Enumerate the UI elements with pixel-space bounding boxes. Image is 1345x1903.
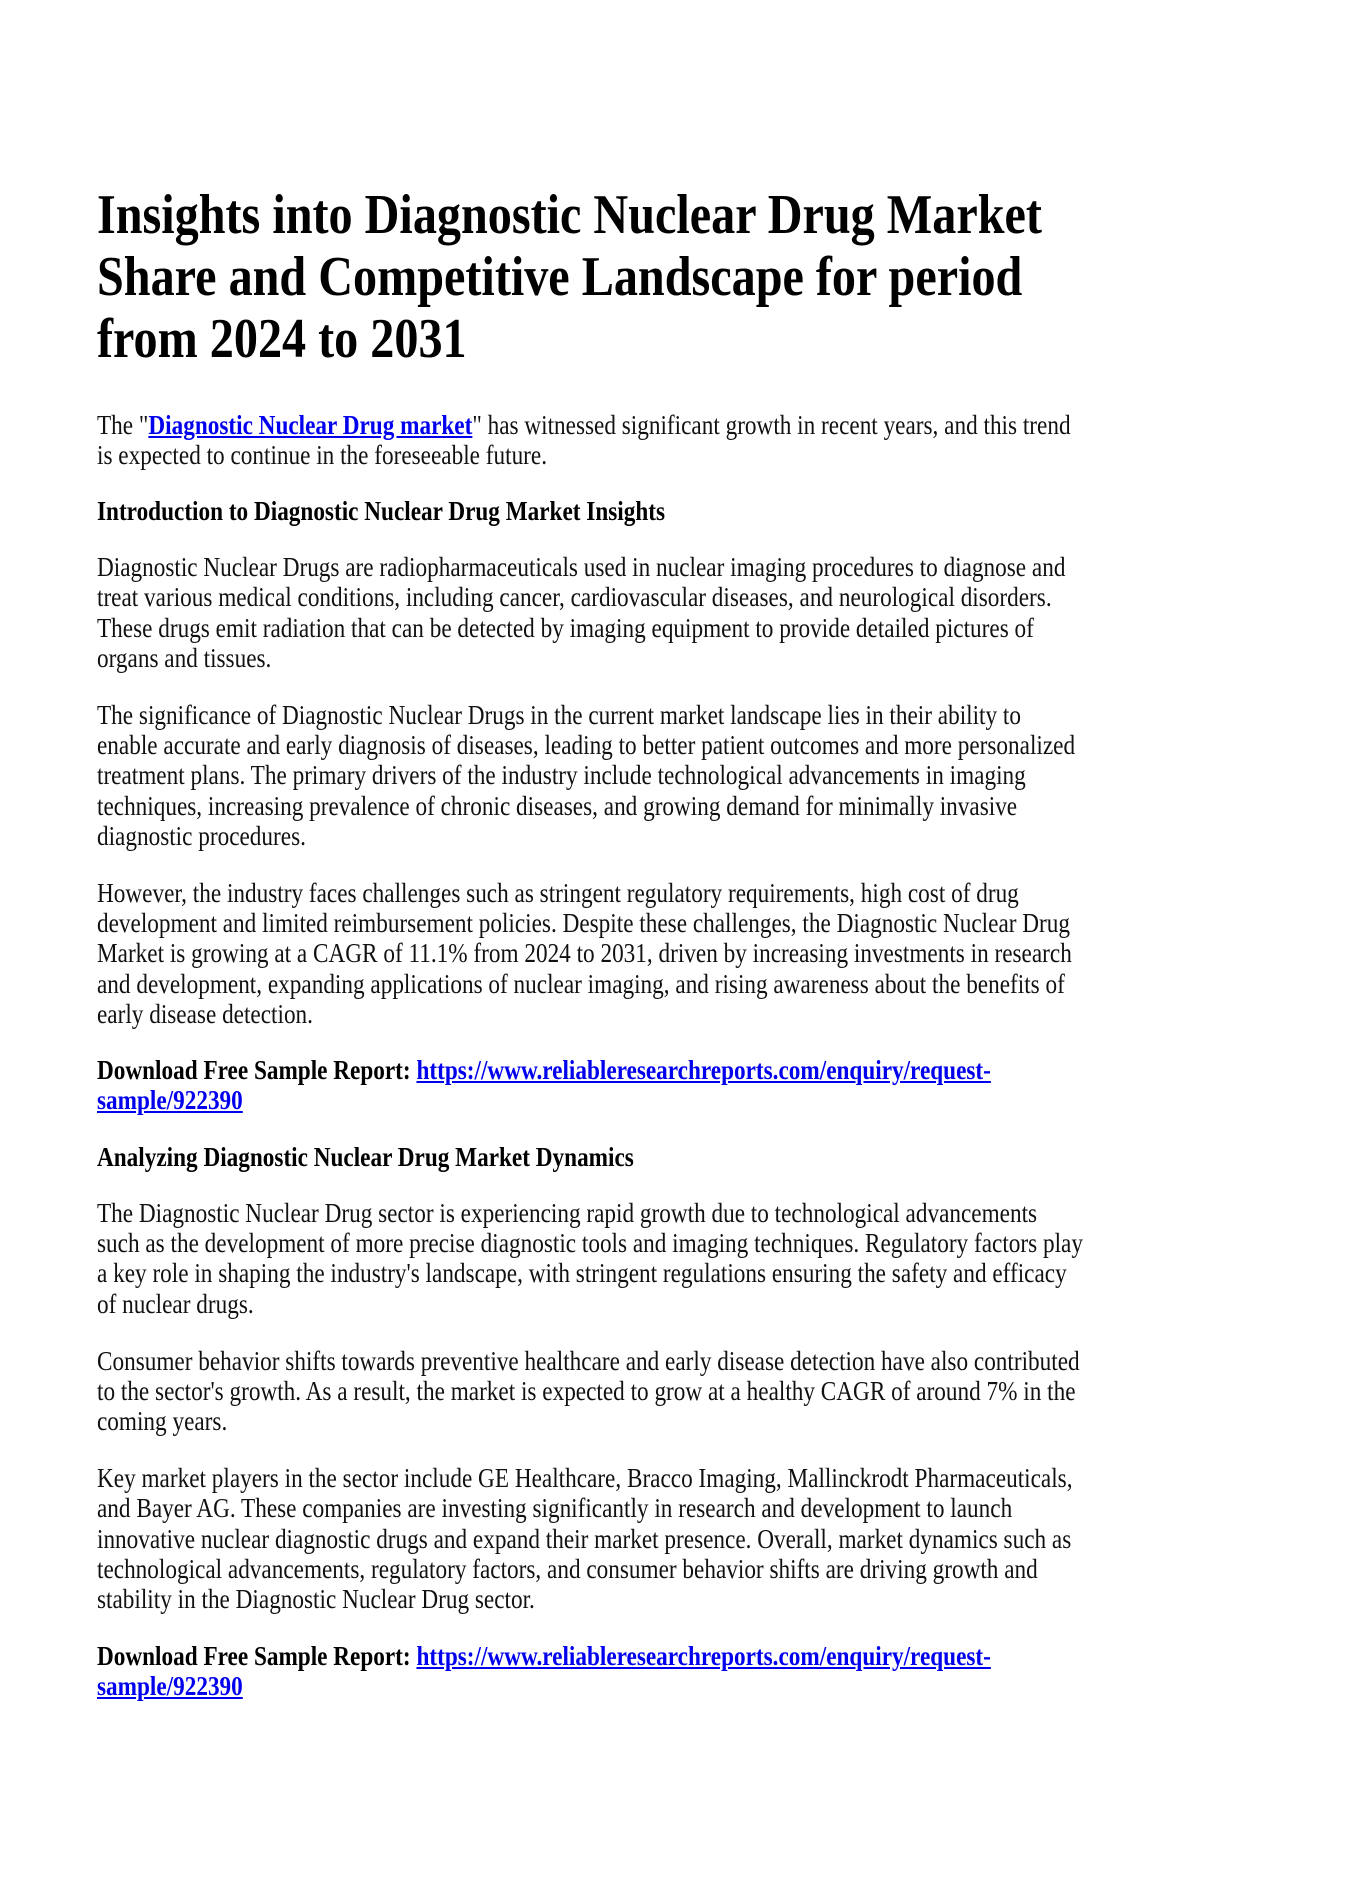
text-line: coming years. xyxy=(97,1406,228,1436)
sample-report-link[interactable]: https://www.reliableresearchreports.com/enquiry/request- xyxy=(416,1055,991,1085)
text-line: development and limited reimbursement policies. Despite these challenges, the Diagnostic Nuclear Drug xyxy=(97,908,1071,938)
text-line: These drugs emit radiation that can be detected by imaging equipment to provide detailed pictures of xyxy=(97,613,1034,643)
text-line: The Diagnostic Nuclear Drug sector is experiencing rapid growth due to technological advancements xyxy=(97,1198,1038,1228)
intro-line-1 xyxy=(97,410,1071,440)
section-heading-dynamics: Analyzing Diagnostic Nuclear Drug Market Dynamics xyxy=(97,1142,634,1172)
text-line: techniques, increasing prevalence of chronic diseases, and growing demand for minimally invasive xyxy=(97,791,1018,821)
sample-report-link-cont[interactable]: sample/922390 xyxy=(97,1085,243,1115)
text-line: treat various medical conditions, including cancer, cardiovascular diseases, and neurological disorders. xyxy=(97,582,1052,612)
text-line: innovative nuclear diagnostic drugs and expand their market presence. Overall, market dynamics such as xyxy=(97,1524,1072,1554)
text-line: The significance of Diagnostic Nuclear Drugs in the current market landscape lies in their ability to xyxy=(97,700,1021,730)
download-label: Download Free Sample Report: xyxy=(97,1055,417,1085)
text-line: to the sector's growth. As a result, the market is expected to grow at a healthy CAGR of around 7% in the xyxy=(97,1376,1076,1406)
text-line: and Bayer AG. These companies are investing significantly in research and development to launch xyxy=(97,1493,1013,1523)
download-label: Download Free Sample Report: xyxy=(97,1641,417,1671)
text-line: technological advancements, regulatory factors, and consumer behavior shifts are driving growth and xyxy=(97,1554,1038,1584)
text-line: organs and tissues. xyxy=(97,643,272,673)
text-line: a key role in shaping the industry's landscape, with stringent regulations ensuring the safety and efficacy xyxy=(97,1258,1067,1288)
text-line: stability in the Diagnostic Nuclear Drug sector. xyxy=(97,1584,535,1614)
title-line-1: Insights into Diagnostic Nuclear Drug Market xyxy=(97,184,1042,246)
title-line-2: Share and Competitive Landscape for period xyxy=(97,246,1023,308)
market-link[interactable]: Diagnostic Nuclear Drug market xyxy=(148,410,473,440)
sample-report-link[interactable]: https://www.reliableresearchreports.com/enquiry/request- xyxy=(416,1641,991,1671)
text-line: diagnostic procedures. xyxy=(97,821,306,851)
download-line-1 xyxy=(97,1055,991,1085)
download-line-2 xyxy=(97,1671,243,1701)
download-line-2 xyxy=(97,1085,243,1115)
text-line: Key market players in the sector include GE Healthcare, Bracco Imaging, Mallinckrodt Pharmaceuticals, xyxy=(97,1463,1073,1493)
text-line: Diagnostic Nuclear Drugs are radiopharmaceuticals used in nuclear imaging procedures to diagnose and xyxy=(97,552,1066,582)
intro-line-2: is expected to continue in the foreseeable future. xyxy=(97,440,548,470)
section-heading-introduction: Introduction to Diagnostic Nuclear Drug Market Insights xyxy=(97,496,666,526)
text-line: and development, expanding applications of nuclear imaging, and rising awareness about the benefits of xyxy=(97,969,1065,999)
text-line: early disease detection. xyxy=(97,999,313,1029)
text-line: enable accurate and early diagnosis of diseases, leading to better patient outcomes and more personalized xyxy=(97,730,1076,760)
text-line: such as the development of more precise diagnostic tools and imaging techniques. Regulatory factors play xyxy=(97,1228,1083,1258)
text-line: Consumer behavior shifts towards preventive healthcare and early disease detection have also contributed xyxy=(97,1346,1080,1376)
sample-report-link-cont[interactable]: sample/922390 xyxy=(97,1671,243,1701)
text-line: However, the industry faces challenges such as stringent regulatory requirements, high cost of drug xyxy=(97,878,1019,908)
text-line: of nuclear drugs. xyxy=(97,1289,254,1319)
intro-suffix: " has witnessed significant growth in recent years, and this trend xyxy=(472,410,1071,440)
text-line: treatment plans. The primary drivers of the industry include technological advancements in imaging xyxy=(97,760,1026,790)
intro-prefix: The " xyxy=(97,410,149,440)
title-line-3: from 2024 to 2031 xyxy=(97,308,467,370)
download-line-1 xyxy=(97,1641,991,1671)
text-line: Market is growing at a CAGR of 11.1% from 2024 to 2031, driven by increasing investments in research xyxy=(97,938,1072,968)
